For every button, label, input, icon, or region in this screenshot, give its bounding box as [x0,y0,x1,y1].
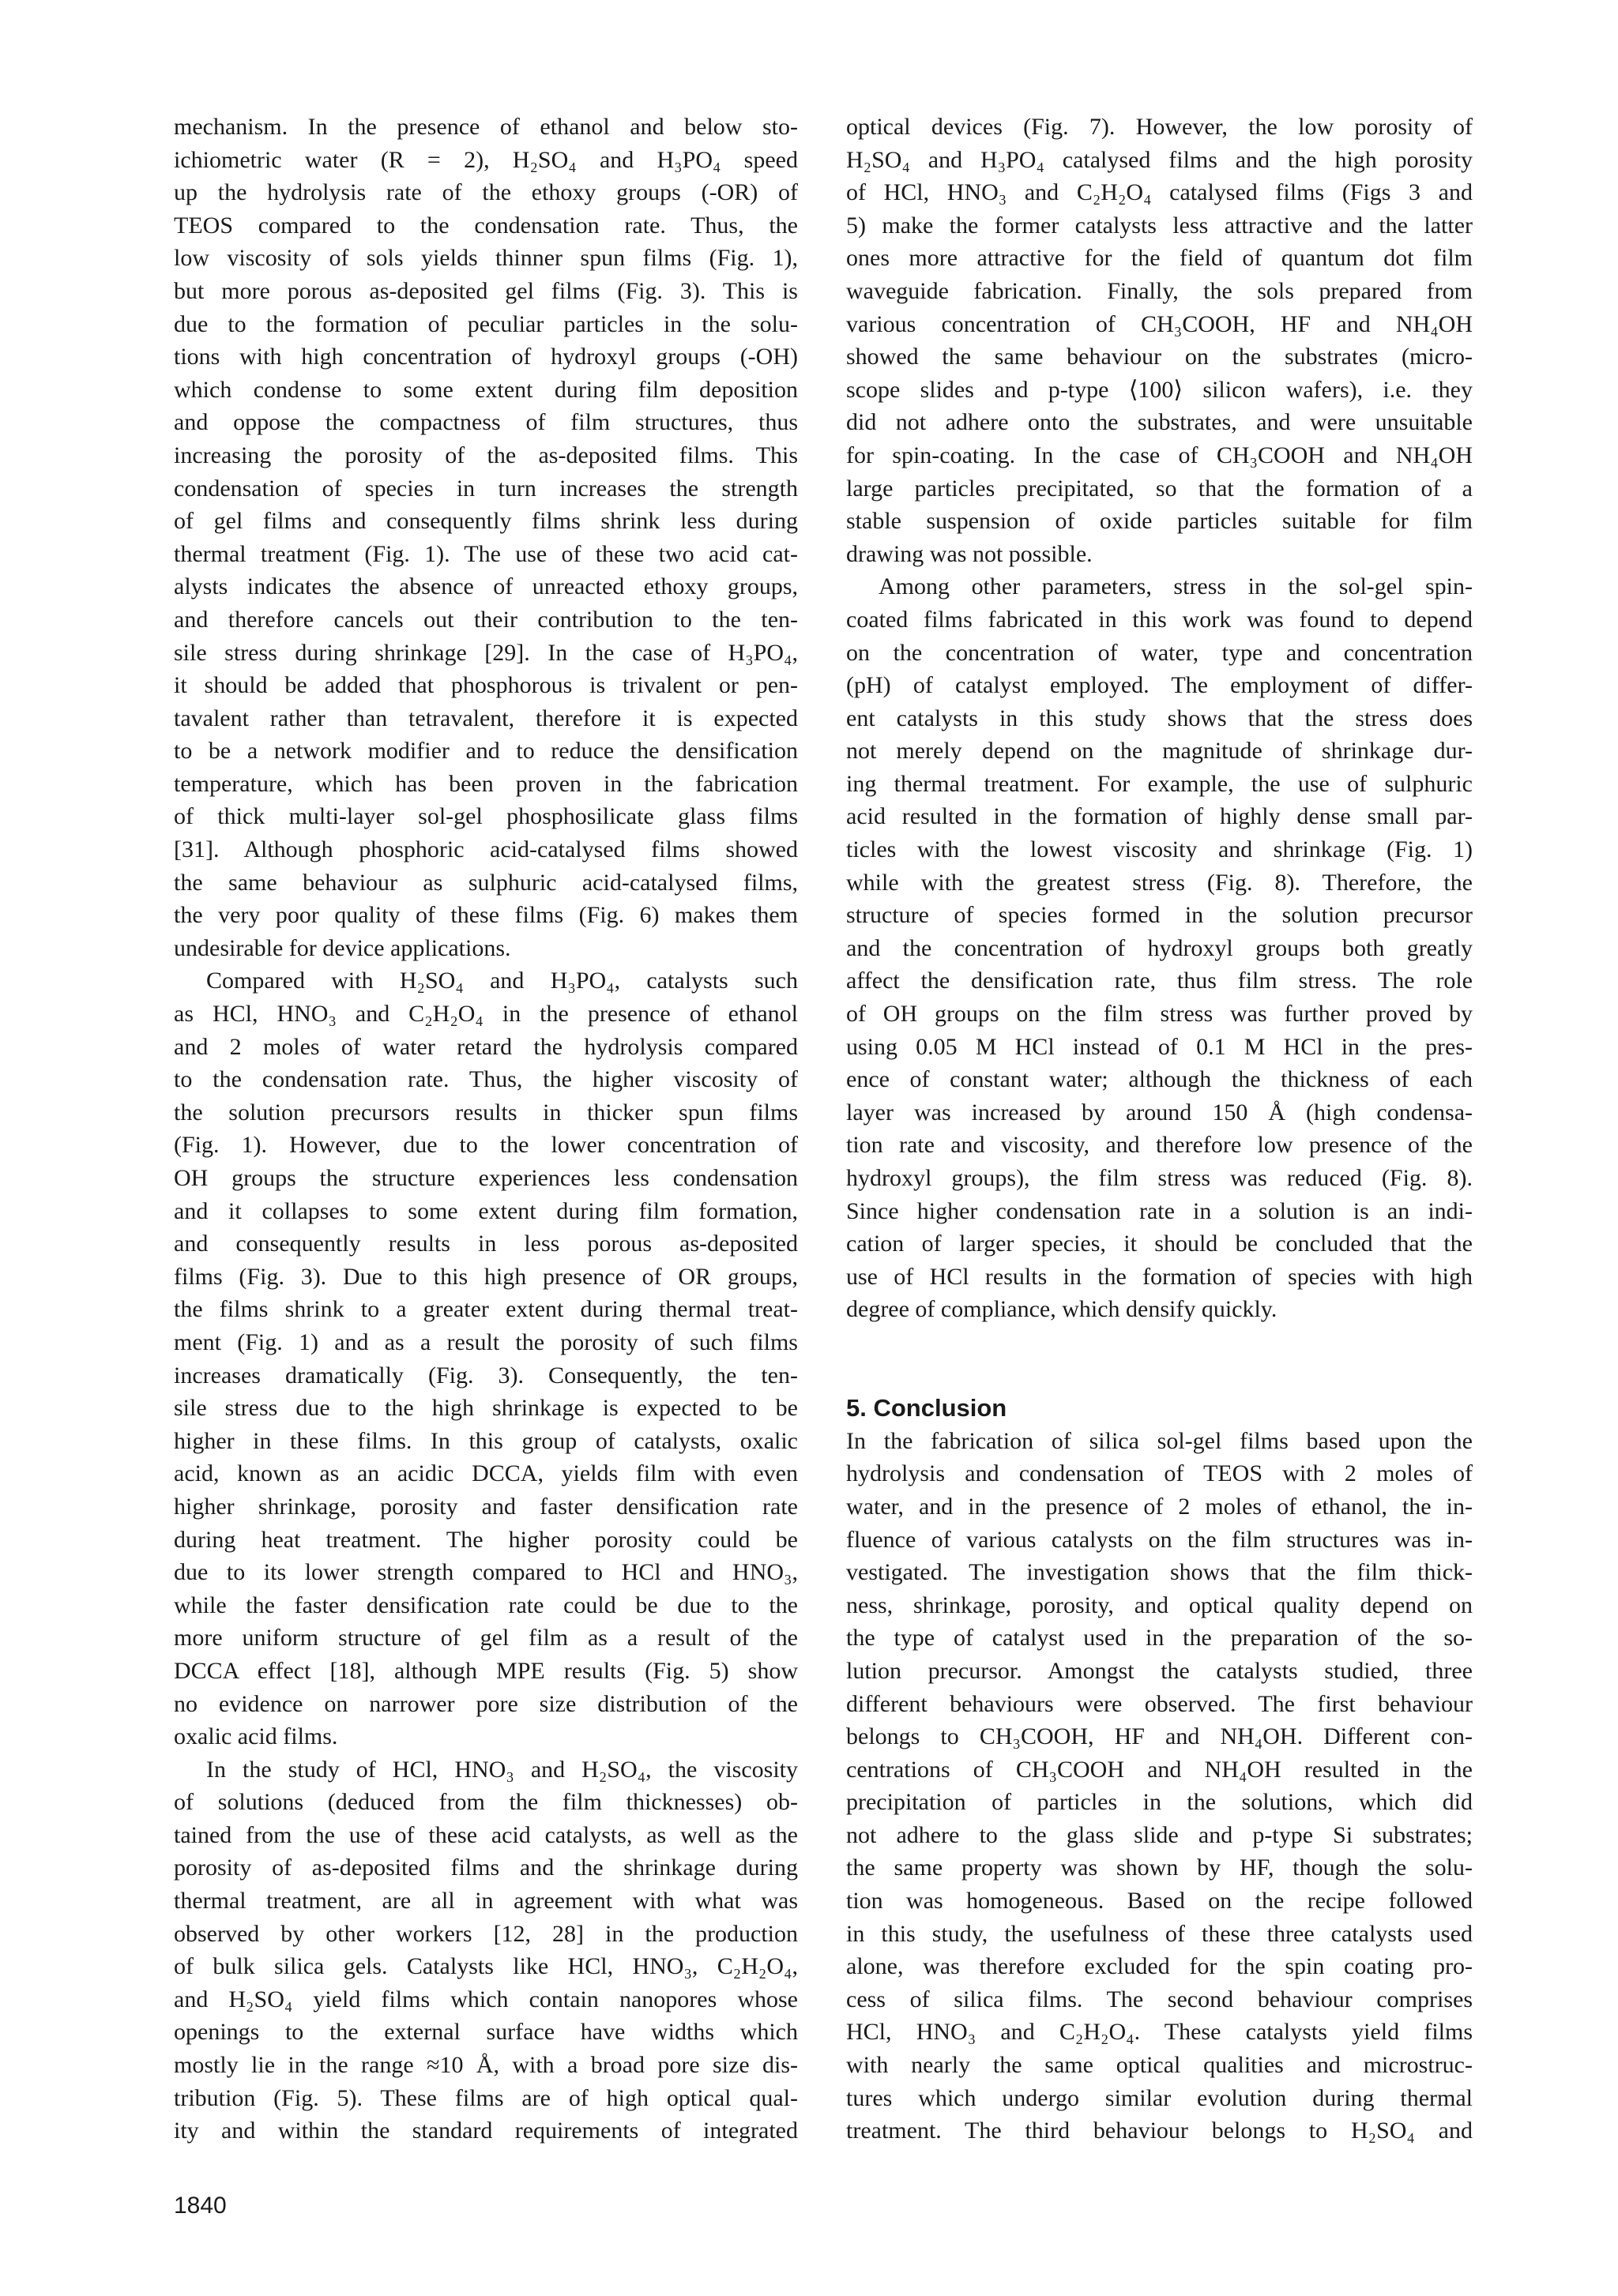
text-line: during heat treatment. The higher porosity could be [174,1526,798,1553]
text-line: did not adhere onto the substrates, and were unsuitable [846,409,1473,436]
text-line: to be a network modifier and to reduce the densification [174,738,798,765]
right-column-body [846,111,1473,1326]
text-line: vestigated. The investigation shows that the film thick- [846,1559,1473,1586]
right-column [846,111,1473,2148]
text-line: (Fig. 1). However, due to the lower concentration of [174,1132,798,1159]
text-line: ent catalysts in this study shows that the stress does [846,705,1473,731]
text-line: the films shrink to a greater extent during thermal treat- [174,1296,798,1323]
text-line: in this study, the usefulness of these three catalysts used [846,1920,1473,1947]
text-line: scope slides and p-type ⟨100⟩ silicon wafers), i.e. they [846,376,1473,403]
text-line: optical devices (Fig. 7). However, the low porosity of [846,114,1473,140]
text-line: while the faster densification rate could be due to the [174,1591,798,1618]
conclusion-body [846,1425,1473,2148]
text-line: water, and in the presence of 2 moles of ethanol, the in- [846,1493,1473,1520]
text-line: the solution precursors results in thicker spun films [174,1099,798,1125]
text-line: more uniform structure of gel film as a result of the [174,1625,798,1652]
text-line: waveguide fabrication. Finally, the sols prepared from [846,277,1473,304]
text-line: belongs to CH₃COOH, HF and NH₄OH. Different con- [846,1723,1473,1750]
text-line: acid resulted in the formation of highly dense small par- [846,803,1473,830]
text-line: tribution (Fig. 5). These films are of high optical qual- [174,2084,798,2111]
text-line: as HCl, HNO₃ and C₂H₂O₄ in the presence of ethanol [174,1001,798,1028]
text-line: thermal treatment, are all in agreement with what was [174,1888,798,1915]
text-line: ones more attractive for the field of quantum dot film [846,245,1473,272]
text-line: hydrolysis and condensation of TEOS with 2 moles of [846,1460,1473,1487]
text-line: higher shrinkage, porosity and faster densification rate [174,1493,798,1520]
text-line: cation of larger species, it should be concluded that the [846,1231,1473,1257]
text-line: ity and within the standard requirements of integrated [174,2118,798,2144]
text-line: oxalic acid films. [174,1723,338,1750]
text-line: stable suspension of oxide particles suitable for film [846,508,1473,535]
text-line: various concentration of CH₃COOH, HF and NH₄OH [846,310,1473,337]
text-line: acid, known as an acidic DCCA, yields film with even [174,1460,798,1487]
text-line: of OH groups on the film stress was further proved by [846,1001,1473,1028]
paragraph [846,570,1473,1326]
text-line: higher in these films. In this group of catalysts, oxalic [174,1427,798,1454]
text-line: not adhere to the glass slide and p-type Si substrates; [846,1821,1473,1848]
text-line: with nearly the same optical qualities and microstruc- [846,2052,1473,2079]
text-line: and the concentration of hydroxyl groups both greatly [846,934,1473,961]
text-line: use of HCl results in the formation of species with high [846,1263,1473,1290]
text-line: (pH) of catalyst employed. The employment of differ- [846,672,1473,699]
text-line: using 0.05 M HCl instead of 0.1 M HCl in the pres- [846,1033,1473,1060]
text-line: the type of catalyst used in the preparation of the so- [846,1625,1473,1652]
paragraph [174,111,798,964]
text-line: affect the densification rate, thus film stress. The role [846,968,1473,994]
text-line: which condense to some extent during film deposition [174,376,798,403]
text-line: thermal treatment (Fig. 1). The use of these two acid cat- [174,540,798,567]
text-line: of HCl, HNO₃ and C₂H₂O₄ catalysed films (Figs 3 and [846,179,1473,206]
text-line: 5) make the former catalysts less attractive and the latter [846,212,1473,239]
text-line: layer was increased by around 150 Å (high condensa- [846,1099,1473,1125]
text-line: the same behaviour as sulphuric acid-catalysed films, [174,869,798,896]
text-line: not merely depend on the magnitude of shrinkage dur- [846,738,1473,765]
text-line: cess of silica films. The second behaviour comprises [846,1986,1473,2012]
text-line: ence of constant water; although the thickness of each [846,1066,1473,1093]
text-line: but more porous as-deposited gel films (Fig. 3). This is [174,277,798,304]
text-line: increasing the porosity of the as-deposited films. This [174,442,798,468]
text-line: HCl, HNO₃ and C₂H₂O₄. These catalysts yield films [846,2019,1473,2046]
text-line: fluence of various catalysts on the film structures was in- [846,1526,1473,1553]
paragraph [174,1753,798,2148]
page-number: 1840 [174,2193,227,2219]
text-line: Since higher condensation rate in a solution is an indi- [846,1197,1473,1224]
text-line: openings to the external surface have widths which [174,2019,798,2046]
text-line: condensation of species in turn increases the strength [174,475,798,502]
text-line: ment (Fig. 1) and as a result the porosity of such films [174,1328,798,1355]
text-line: treatment. The third behaviour belongs to H₂SO₄ and [846,2118,1473,2144]
text-line: undesirable for device applications. [174,934,511,961]
text-line: OH groups the structure experiences less condensation [174,1165,798,1191]
section-heading-conclusion: 5. Conclusion [846,1394,1007,1422]
text-line: of bulk silica gels. Catalysts like HCl, HNO₃, C₂H₂O₄, [174,1953,798,1980]
text-line: it should be added that phosphorous is trivalent or pen- [174,672,798,699]
text-line: ness, shrinkage, porosity, and optical quality depend on [846,1591,1473,1618]
text-line: due to its lower strength compared to HCl and HNO₃, [174,1559,798,1586]
text-line: and 2 moles of water retard the hydrolysis compared [174,1033,798,1060]
text-line: DCCA effect [18], although MPE results (Fig. 5) show [174,1657,798,1684]
text-line: and oppose the compactness of film structures, thus [174,409,798,436]
text-line: lution precursor. Amongst the catalysts studied, three [846,1657,1473,1684]
text-line: mostly lie in the range ≈10 Å, with a broad pore size dis- [174,2052,798,2079]
text-line: no evidence on narrower pore size distribution of the [174,1690,798,1717]
text-line: and H₂SO₄ yield films which contain nanopores whose [174,1986,798,2012]
text-line: sile stress due to the high shrinkage is expected to be [174,1395,798,1422]
paragraph [174,964,798,1753]
paragraph [846,1425,1473,2148]
left-column [174,111,798,2148]
text-line: tions with high concentration of hydroxyl groups (-OH) [174,344,798,370]
text-line: Among other parameters, stress in the sol-gel spin- [879,573,1473,600]
text-line: H₂SO₄ and H₃PO₄ catalysed films and the high porosity [846,146,1473,173]
text-line: for spin-coating. In the case of CH₃COOH and NH₄OH [846,442,1473,468]
text-line: the very poor quality of these films (Fig. 6) makes them [174,902,798,929]
text-line: due to the formation of peculiar particles in the solu- [174,310,798,337]
text-line: and therefore cancels out their contribution to the ten- [174,606,798,633]
text-line: different behaviours were observed. The first behaviour [846,1690,1473,1717]
text-line: coated films fabricated in this work was found to depend [846,606,1473,633]
text-line: TEOS compared to the condensation rate. Thus, the [174,212,798,239]
text-line: ticles with the lowest viscosity and shrinkage (Fig. 1) [846,836,1473,863]
text-line: large particles precipitated, so that the formation of a [846,475,1473,502]
text-line: of thick multi-layer sol-gel phosphosilicate glass films [174,803,798,830]
text-line: ing thermal treatment. For example, the use of sulphuric [846,770,1473,797]
text-line: while with the greatest stress (Fig. 8). Therefore, the [846,869,1473,896]
text-line: on the concentration of water, type and concentration [846,639,1473,666]
text-line: increases dramatically (Fig. 3). Consequently, the ten- [174,1362,798,1388]
text-line: porosity of as-deposited films and the shrinkage during [174,1854,798,1881]
text-line: and it collapses to some extent during film formation, [174,1197,798,1224]
text-line: alone, was therefore excluded for the spin coating pro- [846,1953,1473,1980]
text-line: alysts indicates the absence of unreacted ethoxy groups, [174,573,798,600]
text-line: degree of compliance, which densify quickly. [846,1296,1277,1323]
text-line: tures which undergo similar evolution during thermal [846,2084,1473,2111]
text-line: and consequently results in less porous as-deposited [174,1231,798,1257]
text-line: tion rate and viscosity, and therefore low presence of the [846,1132,1473,1159]
text-line: In the study of HCl, HNO₃ and H₂SO₄, the viscosity [206,1756,798,1783]
text-line: tion was homogeneous. Based on the recipe followed [846,1888,1473,1915]
text-line: up the hydrolysis rate of the ethoxy groups (-OR) of [174,179,798,206]
text-line: structure of species formed in the solution precursor [846,902,1473,929]
text-line: hydroxyl groups), the film stress was reduced (Fig. 8). [846,1165,1473,1191]
text-line: drawing was not possible. [846,540,1093,567]
text-line: tavalent rather than tetravalent, therefore it is expected [174,705,798,731]
text-line: [31]. Although phosphoric acid-catalysed films showed [174,836,798,863]
text-line: temperature, which has been proven in the fabrication [174,770,798,797]
text-line: Compared with H₂SO₄ and H₃PO₄, catalysts such [206,968,798,994]
text-line: ichiometric water (R = 2), H₂SO₄ and H₃PO₄ speed [174,146,798,173]
text-line: centrations of CH₃COOH and NH₄OH resulted in the [846,1756,1473,1783]
text-line: tained from the use of these acid catalysts, as well as the [174,1821,798,1848]
text-line: to the condensation rate. Thus, the higher viscosity of [174,1066,798,1093]
text-line: low viscosity of sols yields thinner spun films (Fig. 1), [174,245,798,272]
text-line: of gel films and consequently films shrink less during [174,508,798,535]
text-line: mechanism. In the presence of ethanol and below sto- [174,114,798,140]
paragraph [846,111,1473,570]
text-line: sile stress during shrinkage [29]. In the case of H₃PO₄, [174,639,798,666]
text-line: showed the same behaviour on the substrates (micro- [846,344,1473,370]
text-line: the same property was shown by HF, though the solu- [846,1854,1473,1881]
text-line: films (Fig. 3). Due to this high presence of OR groups, [174,1263,798,1290]
text-line: precipitation of particles in the solutions, which did [846,1789,1473,1816]
text-line: of solutions (deduced from the film thicknesses) ob- [174,1789,798,1816]
text-line: observed by other workers [12, 28] in the production [174,1920,798,1947]
text-line: In the fabrication of silica sol-gel films based upon the [846,1427,1473,1454]
